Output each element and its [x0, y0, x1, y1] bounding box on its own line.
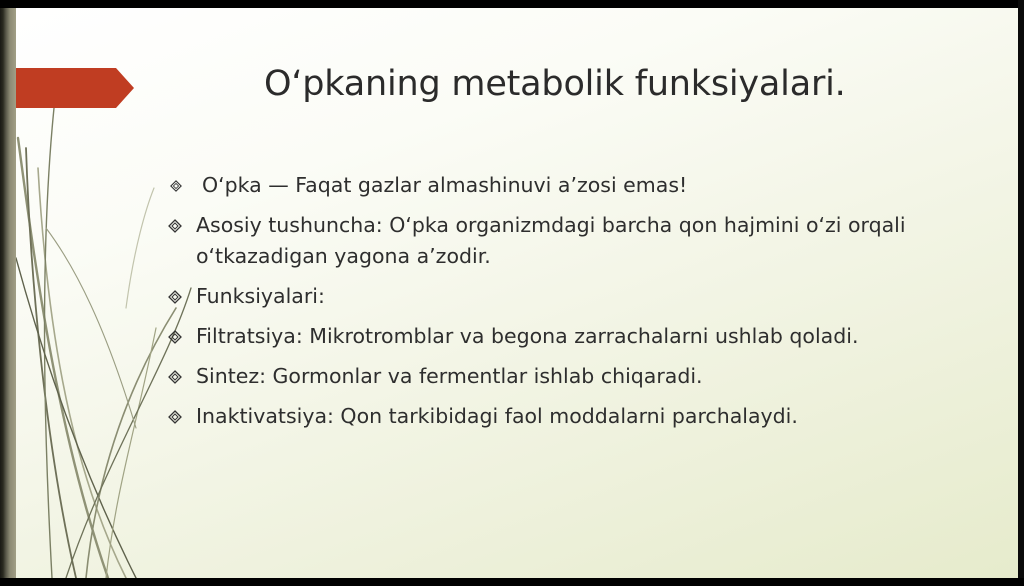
bullet-item [166, 170, 996, 201]
title-accent-arrow [16, 68, 134, 108]
diamond-bullet-icon [170, 180, 182, 192]
slide-title: O‘pkaning metabolik funksiyalari. [264, 64, 846, 104]
diamond-bullet-icon [168, 370, 182, 384]
bullet-list [166, 170, 996, 441]
diamond-bullet-icon [168, 219, 182, 233]
bullet-text: Funksiyalari: [196, 284, 325, 308]
bullet-item [166, 321, 996, 352]
diamond-bullet-icon [168, 330, 182, 344]
bullet-text: O‘pka — Faqat gazlar almashinuvi a’zosi emas! [202, 173, 688, 197]
top-black-bar [0, 0, 1024, 8]
diamond-bullet-icon [168, 290, 182, 304]
bullet-item [166, 210, 996, 272]
presentation-slide [16, 8, 1018, 578]
bullet-text: Asosiy tushuncha: O‘pka organizmdagi barcha qon hajmini o‘zi orqali o‘tkazadigan yagona a’zodir. [196, 213, 906, 268]
bullet-item [166, 401, 996, 432]
bullet-text: Inaktivatsiya: Qon tarkibidagi faol moddalarni parchalaydi. [196, 404, 798, 428]
bullet-item [166, 361, 996, 392]
bullet-text: Filtratsiya: Mikrotromblar va begona zarrachalarni ushlab qoladi. [196, 324, 859, 348]
bullet-text: Sintez: Gormonlar va fermentlar ishlab chiqaradi. [196, 364, 703, 388]
left-edge-strip [0, 8, 16, 578]
diamond-bullet-icon [168, 410, 182, 424]
bottom-black-bar [0, 578, 1024, 586]
right-edge-bar [1018, 0, 1024, 586]
bullet-item [166, 281, 996, 312]
